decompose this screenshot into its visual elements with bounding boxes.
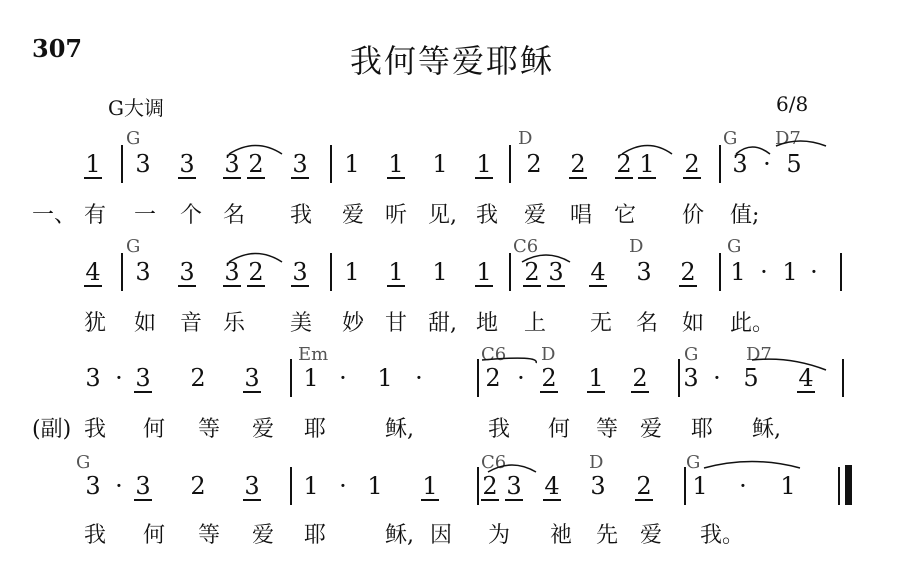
- lyric-syllable: 耶: [304, 523, 327, 548]
- note-number: 4: [798, 364, 814, 392]
- note-underline: [134, 499, 152, 501]
- note-number: 1: [303, 364, 319, 392]
- bar-line: [121, 253, 123, 291]
- augmentation-dot: ·: [739, 472, 747, 500]
- chord-symbol: C6: [481, 344, 507, 365]
- note-underline: [797, 391, 815, 393]
- note-number: 3: [135, 472, 151, 500]
- lyric-syllable: 有: [84, 203, 107, 228]
- note-underline: [178, 285, 196, 287]
- lyric-syllable: 一: [134, 203, 157, 228]
- chord-symbol: G: [126, 128, 141, 149]
- note-underline: [84, 285, 102, 287]
- chord-symbol: C6: [513, 236, 539, 257]
- note-underline: [421, 499, 439, 501]
- hymn-title: 我何等爱耶稣: [349, 42, 554, 80]
- lyric-syllable: 等: [198, 523, 221, 548]
- lyric-syllable: 我: [290, 203, 313, 228]
- bar-line: [678, 359, 680, 397]
- bar-line: [838, 467, 840, 505]
- note-number: 1: [692, 472, 708, 500]
- lyric-syllable: 爱: [640, 417, 663, 442]
- note-underline: [505, 499, 523, 501]
- note-number: 3: [179, 258, 195, 286]
- lyric-syllable: 何: [548, 417, 571, 442]
- note-underline: [475, 177, 493, 179]
- bar-line: [330, 145, 332, 183]
- note-underline: [540, 391, 558, 393]
- note-underline: [387, 285, 405, 287]
- chord-symbol: G: [76, 452, 91, 473]
- lyric-syllable: 我: [476, 203, 499, 228]
- note-number: 5: [786, 150, 802, 178]
- note-number: 3: [292, 150, 308, 178]
- note-underline: [84, 177, 102, 179]
- note-number: 5: [743, 364, 759, 392]
- note-number: 2: [541, 364, 557, 392]
- bar-line: [719, 145, 721, 183]
- lyric-syllable: 名: [223, 203, 246, 228]
- chord-symbol: C6: [481, 452, 507, 473]
- note-underline: [587, 391, 605, 393]
- chord-symbol: G: [727, 236, 742, 257]
- lyric-syllable: 爱: [640, 523, 663, 548]
- lyric-syllable: 如: [134, 311, 157, 336]
- note-number: 1: [588, 364, 604, 392]
- augmentation-dot: ·: [339, 472, 347, 500]
- lyric-syllable: 见,: [428, 203, 457, 228]
- lyric-syllable: 我: [84, 523, 107, 548]
- note-number: 2: [248, 150, 264, 178]
- lyric-syllable: 值;: [730, 203, 760, 228]
- bar-line: [290, 467, 292, 505]
- lyric-syllable: 无: [590, 311, 613, 336]
- lyric-syllable: 先: [596, 523, 619, 548]
- lyric-syllable: 祂: [550, 523, 573, 548]
- note-number: 1: [367, 472, 383, 500]
- chord-symbol: G: [684, 344, 699, 365]
- note-number: 1: [388, 150, 404, 178]
- bar-line: [719, 253, 721, 291]
- hymn-number: 307: [32, 34, 83, 63]
- lyric-syllable: 耶: [304, 417, 327, 442]
- note-number: 2: [190, 364, 206, 392]
- note-number: 1: [432, 258, 448, 286]
- lyric-syllable: 等: [596, 417, 619, 442]
- note-underline: [547, 285, 565, 287]
- chord-symbol: G: [126, 236, 141, 257]
- note-underline: [569, 177, 587, 179]
- note-number: 1: [782, 258, 798, 286]
- note-number: 3: [732, 150, 748, 178]
- note-number: 3: [292, 258, 308, 286]
- augmentation-dot: ·: [713, 364, 721, 392]
- chord-symbol: D: [518, 128, 533, 149]
- bar-line: [290, 359, 292, 397]
- lyric-syllable: 一、: [32, 203, 77, 228]
- bar-line: [330, 253, 332, 291]
- note-underline: [291, 285, 309, 287]
- chord-symbol: D: [541, 344, 556, 365]
- note-number: 3: [85, 364, 101, 392]
- note-number: 1: [85, 150, 101, 178]
- chord-symbol: G: [686, 452, 701, 473]
- note-number: 1: [476, 150, 492, 178]
- note-underline: [475, 285, 493, 287]
- note-underline: [387, 177, 405, 179]
- note-number: 3: [135, 150, 151, 178]
- augmentation-dot: ·: [517, 364, 525, 392]
- note-underline: [589, 285, 607, 287]
- lyric-syllable: 耶: [691, 417, 714, 442]
- lyric-syllable: 为: [488, 523, 511, 548]
- note-number: 2: [616, 150, 632, 178]
- note-underline: [243, 499, 261, 501]
- note-underline: [635, 499, 653, 501]
- note-number: 2: [248, 258, 264, 286]
- lyric-syllable: 何: [143, 417, 166, 442]
- note-number: 1: [377, 364, 393, 392]
- note-number: 3: [179, 150, 195, 178]
- bar-line: [684, 467, 686, 505]
- lyric-syllable: 甜,: [428, 311, 457, 336]
- note-number: 2: [482, 472, 498, 500]
- lyric-syllable: 妙: [342, 311, 365, 336]
- note-number: 1: [780, 472, 796, 500]
- chord-symbol: Em: [298, 344, 329, 365]
- note-number: 4: [590, 258, 606, 286]
- note-underline: [683, 177, 701, 179]
- augmentation-dot: ·: [763, 150, 771, 178]
- lyric-syllable: 稣,: [752, 417, 781, 442]
- bar-line: [842, 359, 844, 397]
- note-number: 1: [344, 150, 360, 178]
- note-number: 2: [680, 258, 696, 286]
- lyric-syllable: 我。: [700, 523, 745, 548]
- note-number: 1: [303, 472, 319, 500]
- note-number: 1: [422, 472, 438, 500]
- chord-symbol: D7: [746, 344, 772, 365]
- note-number: 3: [548, 258, 564, 286]
- lyric-syllable: 上: [524, 311, 547, 336]
- note-number: 3: [85, 472, 101, 500]
- note-underline: [291, 177, 309, 179]
- note-number: 2: [570, 150, 586, 178]
- chord-symbol: G: [723, 128, 738, 149]
- key-signature: G大调: [108, 96, 164, 120]
- lyric-syllable: 乐: [223, 311, 246, 336]
- note-underline: [679, 285, 697, 287]
- note-number: 1: [476, 258, 492, 286]
- note-underline: [638, 177, 656, 179]
- lyric-syllable: 地: [476, 311, 499, 336]
- final-bar-line: [845, 465, 852, 505]
- note-number: 1: [344, 258, 360, 286]
- lyric-syllable: 稣,: [385, 523, 414, 548]
- augmentation-dot: ·: [415, 364, 423, 392]
- note-number: 2: [526, 150, 542, 178]
- chord-symbol: D: [589, 452, 604, 473]
- lyric-syllable: 音: [180, 311, 203, 336]
- note-underline: [223, 285, 241, 287]
- note-number: 3: [224, 258, 240, 286]
- note-underline: [631, 391, 649, 393]
- note-number: 4: [85, 258, 101, 286]
- note-number: 2: [485, 364, 501, 392]
- augmentation-dot: ·: [115, 364, 123, 392]
- bar-line: [477, 359, 479, 397]
- note-underline: [223, 177, 241, 179]
- lyric-syllable: 甘: [385, 311, 408, 336]
- lyric-syllable: 爱: [342, 203, 365, 228]
- chord-symbol: D7: [775, 128, 801, 149]
- note-number: 2: [632, 364, 648, 392]
- lyric-syllable: 美: [290, 311, 313, 336]
- note-number: 2: [636, 472, 652, 500]
- lyric-syllable: 我: [488, 417, 511, 442]
- note-number: 3: [135, 364, 151, 392]
- note-underline: [481, 499, 499, 501]
- bar-line: [840, 253, 842, 291]
- note-number: 1: [730, 258, 746, 286]
- bar-line: [509, 253, 511, 291]
- note-number: 3: [636, 258, 652, 286]
- note-number: 3: [506, 472, 522, 500]
- lyric-syllable: 价: [682, 203, 705, 228]
- lyric-syllable: 因: [430, 523, 453, 548]
- note-underline: [243, 391, 261, 393]
- note-number: 1: [432, 150, 448, 178]
- note-number: 2: [684, 150, 700, 178]
- chord-symbol: D: [629, 236, 644, 257]
- time-signature: 6/8: [776, 92, 809, 116]
- note-number: 4: [544, 472, 560, 500]
- lyric-syllable: 名: [636, 311, 659, 336]
- lyric-syllable: 如: [682, 311, 705, 336]
- augmentation-dot: ·: [760, 258, 768, 286]
- note-underline: [247, 177, 265, 179]
- augmentation-dot: ·: [115, 472, 123, 500]
- augmentation-dot: ·: [810, 258, 818, 286]
- note-number: 2: [524, 258, 540, 286]
- note-underline: [615, 177, 633, 179]
- note-number: 3: [135, 258, 151, 286]
- lyric-syllable: 稣,: [385, 417, 414, 442]
- lyric-syllable: 爱: [252, 523, 275, 548]
- bar-line: [477, 467, 479, 505]
- note-underline: [178, 177, 196, 179]
- lyric-syllable: 爱: [524, 203, 547, 228]
- lyric-syllable: (副): [32, 417, 72, 442]
- note-underline: [247, 285, 265, 287]
- note-underline: [134, 391, 152, 393]
- lyric-syllable: 何: [143, 523, 166, 548]
- lyric-syllable: 此。: [730, 311, 775, 336]
- note-number: 3: [590, 472, 606, 500]
- augmentation-dot: ·: [339, 364, 347, 392]
- bar-line: [509, 145, 511, 183]
- lyric-syllable: 等: [198, 417, 221, 442]
- note-number: 3: [683, 364, 699, 392]
- note-number: 1: [639, 150, 655, 178]
- lyric-syllable: 我: [84, 417, 107, 442]
- note-number: 3: [244, 364, 260, 392]
- lyric-syllable: 爱: [252, 417, 275, 442]
- note-underline: [523, 285, 541, 287]
- lyric-syllable: 犹: [84, 311, 107, 336]
- note-number: 3: [224, 150, 240, 178]
- note-underline: [543, 499, 561, 501]
- note-number: 2: [190, 472, 206, 500]
- lyric-syllable: 个: [180, 203, 203, 228]
- tie: [704, 462, 800, 469]
- lyric-syllable: 听: [385, 203, 408, 228]
- note-number: 3: [244, 472, 260, 500]
- bar-line: [121, 145, 123, 183]
- lyric-syllable: 它: [614, 203, 637, 228]
- lyric-syllable: 唱: [570, 203, 593, 228]
- note-number: 1: [388, 258, 404, 286]
